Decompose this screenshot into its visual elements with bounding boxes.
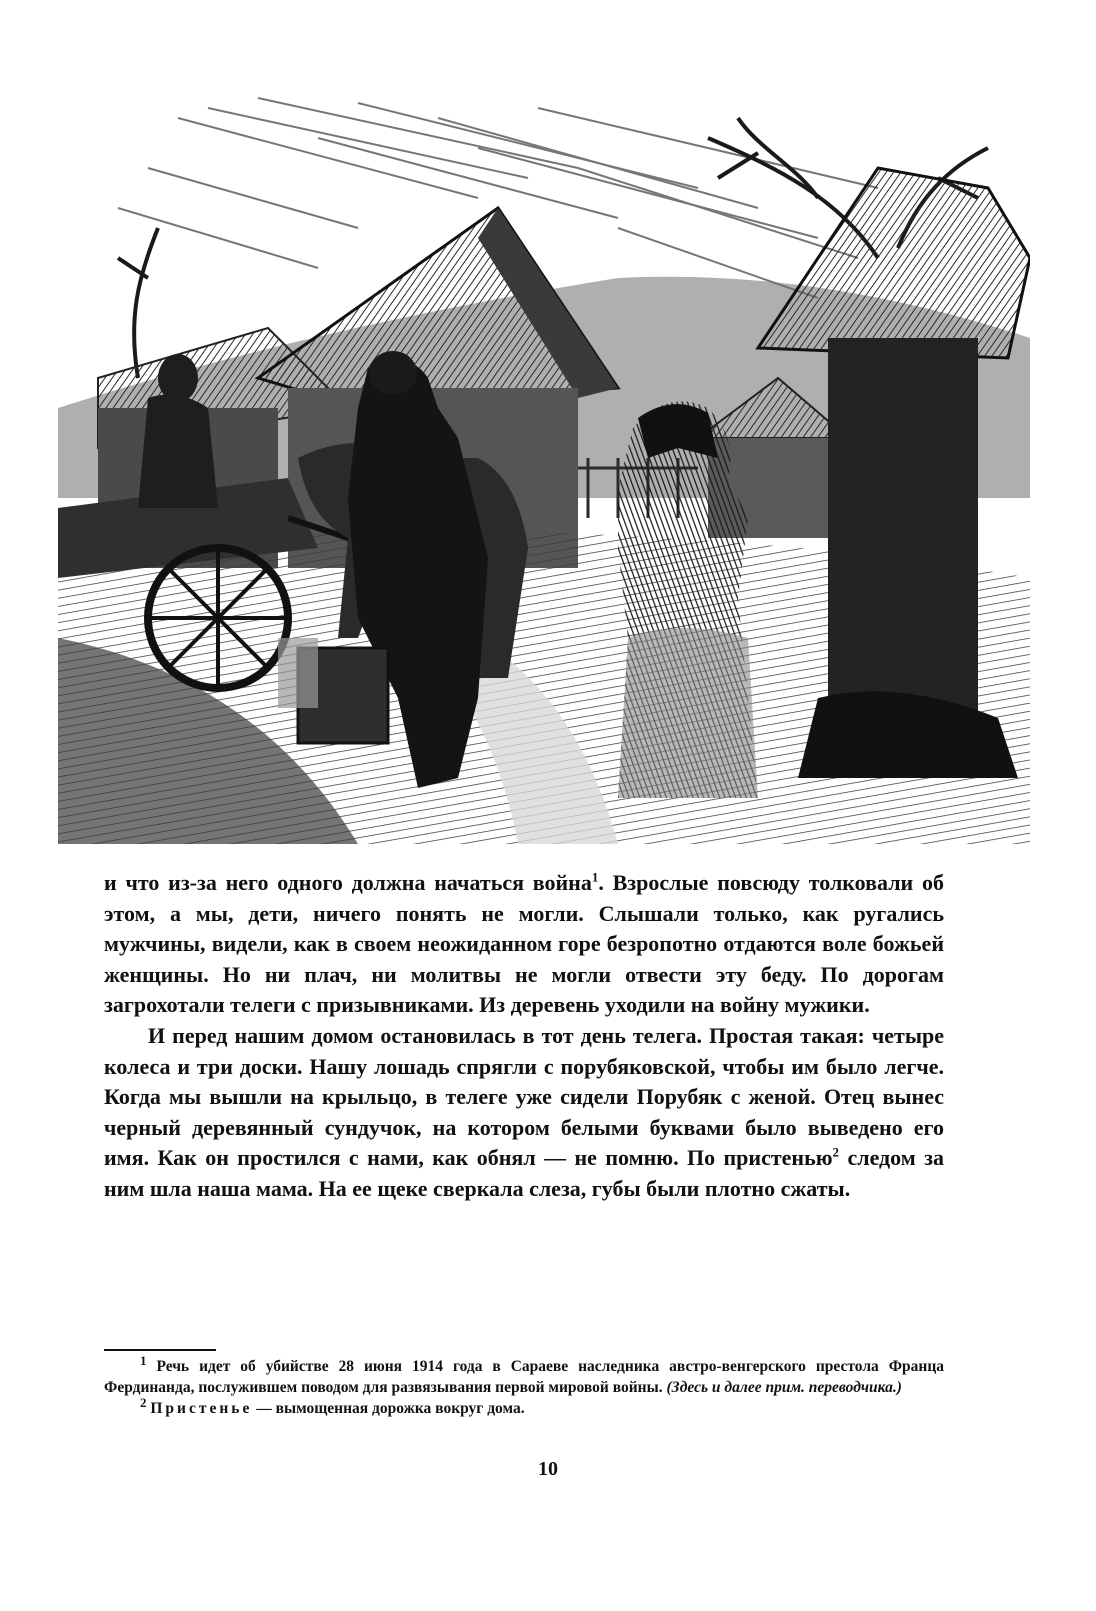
- paragraph-1-text-b: . Взрослые повсюду толковали об этом, а мы, дети, ничего понять не могли. Слышали только, как ругались мужчины, видели, как в своем неожиданном горе безропотно отдаются воле божьей женщины. Но ни плач, ни молитвы не могли отвести эту беду. По дорогам загрохотали телеги с призывниками. Из деревень уходили на войну мужики.: [104, 870, 944, 1018]
- paragraph-2-text-a: И перед нашим домом остановилась в тот день телега. Простая такая: четыре колеса и три доски. Нашу лошадь спрягли с порубяковской, чтобы им было легче. Когда мы вышли на крыльцо, в телеге уже сидели Порубяк с женой. Отец вынес черный деревянный сундучок, на котором белыми буквами было выведено его имя. Как он простился с нами, как обнял — не помню. По пристенью: [104, 1022, 944, 1171]
- footnotes: [104, 1352, 944, 1419]
- paragraph-2-text-b: следом за ним шла наша мама. На ее щеке сверкала слеза, губы были плотно сжаты.: [104, 1145, 944, 1201]
- footnote-2-marker: 2: [140, 1394, 147, 1410]
- footnote-1-source: (Здесь и далее прим. переводчика.): [666, 1379, 902, 1396]
- paragraph-1-text-a: и что из-за него одного должна начаться война: [104, 870, 592, 895]
- note-ref-2[interactable]: 2: [832, 1145, 840, 1161]
- page-number: 10: [538, 1458, 558, 1480]
- village-farewell-illustration: [58, 78, 1030, 844]
- paragraph-2: [104, 1021, 944, 1205]
- footnote-2-term: Пристенье: [150, 1400, 253, 1417]
- note-ref-1[interactable]: 1: [591, 869, 599, 885]
- footnote-2: [104, 1394, 944, 1419]
- footnote-1-marker: 1: [140, 1352, 147, 1368]
- footnote-1-text: Речь идет об убийстве 28 июня 1914 года в Сараеве наследника австро-венгерского престола Франца Фердинанда, послужившем поводом для развязывания первой мировой войны.: [104, 1358, 944, 1396]
- illustration-drawing: [58, 78, 1030, 844]
- footnote-divider: [104, 1349, 216, 1351]
- footnote-2-text: — вымощенная дорожка вокруг дома.: [252, 1400, 525, 1417]
- paragraph-1: [104, 868, 944, 1021]
- footnote-1: [104, 1352, 944, 1398]
- main-text: [104, 868, 944, 1205]
